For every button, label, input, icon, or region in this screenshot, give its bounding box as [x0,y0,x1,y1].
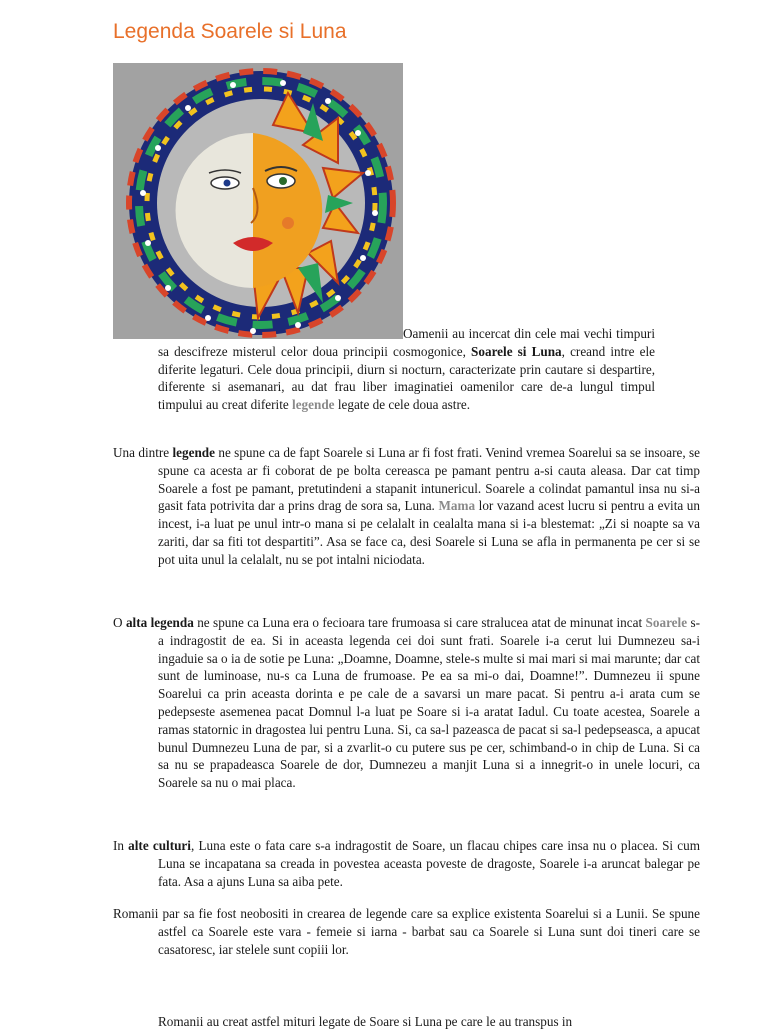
link-legende[interactable]: legende [292,397,335,413]
sun-moon-image [113,63,403,339]
paragraph-cut-off: Romanii au creat astfel mituri legate de Soare si Luna pe care le au transpus in [158,1014,573,1029]
paragraph-frati: Una dintre legende ne spune ca de fapt Soarele si Luna ar fi fost frati. Venind vremea Soarelui sa se insoare, se spune ca acesta ar fi coborat de pe bolta cereasca pe pamant pentru a-si cauta aleasa. Dar cat timp Soarele a fost pe pamant, pretutindeni a stapanit intunericul. Soarele a colindat pamantul insa nu si-a gasit fata potrivita dar a prins drag de sora sa, Luna. Mama lor vazand acest lucru si pentru a evita un incest, i-a luat pe unul intr-o mana si pe celalalt in cealalta mana si i-a blestemat: „Zi si noapte sa va zariti, dar sa fiti tot despartiti”. Asa se face ca, desi Soarele si Luna se afla in permanenta pe cer si se pot uita unul la celalalt, nu se pot intalni niciodata. [113,445,700,567]
paragraph-alta-legenda: O alta legenda ne spune ca Luna era o fecioara tare frumoasa si care stralucea atat de minunat incat Soarele s-a indragostit de ea. Si in aceasta legenda cei doi sunt frati. Soarele i-a cerut lui Dumnezeu sa-i ingaduie sa o ia de sotie pe Luna: „Doamne, Doamne, stele-s multe si mai mari si mai marunte; dar cat sunt de luminoase, nu-s ca Luna de frumoase. Pe ea sa mi-o dai, Doamne!”. Dumnezeu ii spune Soarelui ca prin aceasta dorinta e pe cale de a savarsi un mare pacat. Si pentru a-i arata cum se pedepseste asemenea pacat Domnul l-a luat pe Soare si i-a aratat Iadul. Cu toate acestea, Soarele a ramas statornic in dragostea lui pentru Luna. Si, ca sa-l pazeasca de pacat si sa-l pedepseasca, a apucat bunul Dumnezeu Luna de par, si a zvarlit-o cu putere sus pe cer, schimband-o in chip de Luna. Si ca sa nu se prapadeasca Soarele de dor, Dumnezeu a manjit Luna si a innegrit-o in unele locuri, ca Soarele sa nu o mai placa. [113,615,700,791]
intro-paragraph: Oamenii au incercat din cele mai vechi timpuri sa descifreze misterul celor doua principii cosmogonice, Soarele si Luna, creand intre ele diferite legaturi. Cele doua principii, diurn si nocturn, caracterizate prin cautare si despartire, diferente si asemanari, au dat frau liber imaginatiei oamenilor care de-a lungul timpul timpului au creat diferite legende legate de cele doua astre. [158,326,655,413]
page-title: Legenda Soarele si Luna [113,20,347,43]
paragraph-alte-culturi: In alte culturi, Luna este o fata care s-a indragostit de Soare, un flacau chipes care insa nu o placea. Si cum Luna se incapatana sa creada in povestea aceasta poveste de dragoste, Soarele i-a aruncat balegar pe fata. Asa a ajuns Luna sa aiba pete. [113,838,700,889]
link-soarele[interactable]: Soarele [645,615,688,630]
paragraph-romanii: Romanii par sa fie fost neobositi in crearea de legende care sa explice existenta Soarelui si a Lunii. Se spune astfel ca Soarele este vara - femeie si iarna - barbat sau ca Soarele si Luna sunt doi tineri care se casatoresc, iar stelele sunt copiii lor. [113,906,700,957]
sun-moon-illustration [113,63,403,339]
link-mama[interactable]: Mama [438,498,476,514]
